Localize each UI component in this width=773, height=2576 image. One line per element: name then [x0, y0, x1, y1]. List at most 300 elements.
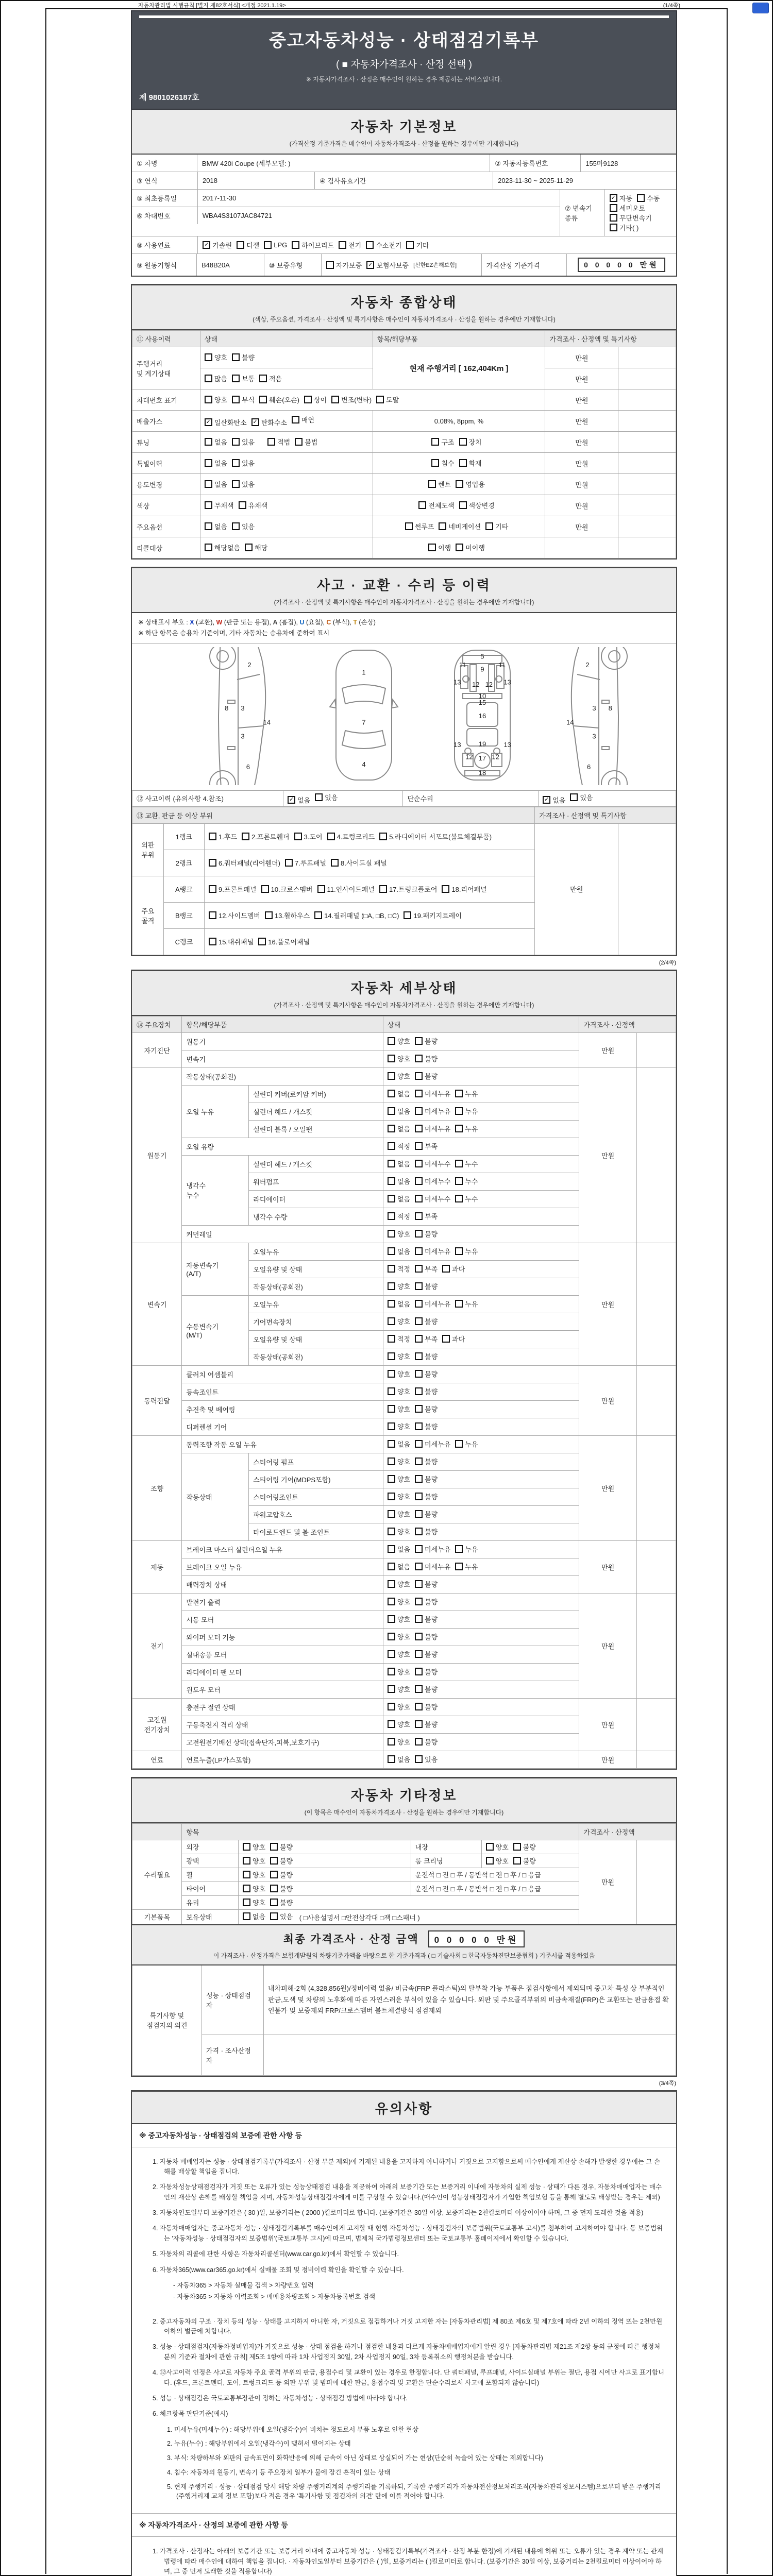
checkbox-box[interactable]: [388, 1037, 395, 1045]
checkbox-option[interactable]: [285, 858, 326, 868]
checkbox-option[interactable]: [388, 1176, 410, 1186]
checkbox-box[interactable]: [388, 1422, 395, 1430]
checkbox-box[interactable]: [415, 1650, 423, 1658]
checkbox-option[interactable]: [232, 458, 255, 468]
checkbox-option[interactable]: [415, 1544, 450, 1554]
checkbox-box[interactable]: [209, 911, 216, 919]
checkbox-option[interactable]: [261, 884, 313, 894]
checkbox-box[interactable]: [388, 1265, 395, 1273]
checkbox-box[interactable]: [459, 438, 467, 446]
checkbox-box[interactable]: [388, 1650, 395, 1658]
checkbox-option[interactable]: [388, 1684, 410, 1694]
checkbox-box[interactable]: [415, 1598, 423, 1605]
checkbox-option[interactable]: [205, 521, 227, 531]
checkbox-box[interactable]: [415, 1738, 423, 1745]
checkbox-option[interactable]: [294, 832, 323, 841]
checkbox-box[interactable]: [388, 1528, 395, 1535]
checkbox-box[interactable]: [610, 224, 617, 231]
checkbox-box[interactable]: [314, 911, 322, 919]
checkbox-option[interactable]: [232, 479, 255, 489]
checkbox-box[interactable]: [209, 938, 216, 945]
checkbox-box[interactable]: [317, 885, 325, 893]
checkbox-option[interactable]: [428, 479, 451, 489]
checkbox-box[interactable]: [459, 459, 467, 467]
checkbox-box[interactable]: [415, 1177, 423, 1185]
checkbox-box[interactable]: [415, 1055, 423, 1062]
checkbox-box[interactable]: [292, 416, 299, 423]
checkbox-box[interactable]: [404, 911, 411, 919]
blue-badge-icon[interactable]: [752, 3, 769, 13]
checkbox-box[interactable]: [415, 1685, 423, 1693]
checkbox-box[interactable]: [376, 396, 384, 403]
checkbox-option[interactable]: [415, 1316, 438, 1326]
checkbox-box[interactable]: [455, 1177, 463, 1185]
checkbox-box[interactable]: [232, 522, 240, 530]
checkbox-option[interactable]: [415, 1036, 438, 1046]
checkbox-box[interactable]: [455, 1563, 463, 1570]
checkbox-option[interactable]: [610, 213, 652, 223]
checkbox-option[interactable]: [209, 910, 260, 920]
checkbox-box[interactable]: [326, 261, 334, 269]
checkbox-box[interactable]: [388, 1598, 395, 1605]
checkbox-box[interactable]: [388, 1055, 395, 1062]
checkbox-box[interactable]: [388, 1720, 395, 1728]
checkbox-box[interactable]: [486, 1843, 494, 1851]
checkbox-option[interactable]: [388, 1054, 410, 1063]
checkbox-option[interactable]: [415, 1527, 438, 1536]
checkbox-box[interactable]: [243, 1871, 250, 1878]
checkbox-option[interactable]: [388, 1404, 410, 1414]
checkbox-option[interactable]: [415, 1404, 438, 1414]
checkbox-box[interactable]: [442, 1265, 450, 1273]
checkbox-option[interactable]: [388, 1544, 410, 1554]
checkbox-option[interactable]: [388, 1299, 410, 1309]
checkbox-box[interactable]: [270, 1843, 278, 1851]
checkbox-option[interactable]: [388, 1597, 410, 1606]
checkbox-option[interactable]: [485, 521, 508, 531]
checkbox-option[interactable]: [455, 1159, 478, 1168]
checkbox-box[interactable]: ✓: [610, 194, 617, 202]
checkbox-box[interactable]: [415, 1195, 423, 1202]
checkbox-option[interactable]: [205, 374, 227, 383]
checkbox-option[interactable]: [205, 543, 240, 552]
checkbox-box[interactable]: [455, 1125, 463, 1132]
checkbox-box[interactable]: [442, 885, 449, 893]
checkbox-box[interactable]: [415, 1475, 423, 1483]
checkbox-option[interactable]: [331, 858, 387, 868]
checkbox-option[interactable]: [388, 1106, 410, 1116]
checkbox-option[interactable]: [388, 1439, 410, 1449]
checkbox-box[interactable]: [459, 501, 467, 509]
checkbox-option[interactable]: [415, 1264, 438, 1274]
checkbox-option[interactable]: [388, 1089, 410, 1098]
checkbox-box[interactable]: [304, 396, 312, 403]
checkbox-box[interactable]: [415, 1282, 423, 1290]
checkbox-option[interactable]: [442, 1264, 465, 1274]
checkbox-box[interactable]: [456, 480, 463, 488]
checkbox-option[interactable]: [388, 1071, 410, 1081]
checkbox-box[interactable]: [205, 438, 212, 446]
checkbox-box[interactable]: [485, 522, 493, 530]
checkbox-box[interactable]: [415, 1037, 423, 1045]
checkbox-option[interactable]: [459, 458, 482, 468]
checkbox-option[interactable]: [205, 500, 234, 510]
checkbox-box[interactable]: [388, 1387, 395, 1395]
checkbox-option[interactable]: [243, 1856, 265, 1866]
checkbox-box[interactable]: [388, 1370, 395, 1378]
checkbox-box[interactable]: [388, 1458, 395, 1465]
checkbox-box[interactable]: [388, 1142, 395, 1150]
checkbox-option[interactable]: [388, 1334, 410, 1344]
checkbox-option[interactable]: [315, 792, 338, 802]
checkbox-box[interactable]: [415, 1563, 423, 1570]
checkbox-option[interactable]: [388, 1369, 410, 1379]
checkbox-option[interactable]: [415, 1719, 438, 1729]
checkbox-option[interactable]: [418, 500, 454, 510]
checkbox-box[interactable]: [388, 1247, 395, 1255]
checkbox-box[interactable]: [570, 793, 578, 801]
checkbox-option[interactable]: [388, 1316, 410, 1326]
checkbox-option[interactable]: [415, 1386, 438, 1396]
checkbox-box[interactable]: [455, 1545, 463, 1553]
checkbox-box[interactable]: [388, 1545, 395, 1553]
checkbox-option[interactable]: [388, 1386, 410, 1396]
checkbox-box[interactable]: [267, 438, 275, 446]
checkbox-option[interactable]: [203, 240, 232, 250]
checkbox-option[interactable]: [243, 1911, 265, 1921]
checkbox-option[interactable]: [428, 543, 451, 552]
checkbox-box[interactable]: [415, 1493, 423, 1500]
checkbox-box[interactable]: [442, 1335, 450, 1343]
checkbox-option[interactable]: [442, 884, 486, 894]
checkbox-option[interactable]: [415, 1159, 450, 1168]
checkbox-box[interactable]: [415, 1387, 423, 1395]
checkbox-box[interactable]: [388, 1125, 395, 1132]
checkbox-option[interactable]: [404, 910, 461, 920]
checkbox-option[interactable]: [232, 374, 255, 383]
checkbox-option[interactable]: [243, 1897, 265, 1907]
checkbox-box[interactable]: [415, 1528, 423, 1535]
checkbox-box[interactable]: [388, 1195, 395, 1202]
checkbox-option[interactable]: [415, 1684, 438, 1694]
checkbox-option[interactable]: [455, 1089, 478, 1098]
checkbox-option[interactable]: [415, 1071, 438, 1081]
checkbox-box[interactable]: [243, 1912, 250, 1920]
checkbox-option[interactable]: [415, 1632, 438, 1641]
checkbox-box[interactable]: [415, 1755, 423, 1763]
checkbox-option[interactable]: [415, 1194, 450, 1204]
checkbox-option[interactable]: [415, 1667, 438, 1676]
checkbox-box[interactable]: [415, 1458, 423, 1465]
checkbox-box[interactable]: [209, 885, 216, 893]
checkbox-option[interactable]: [486, 1856, 509, 1866]
checkbox-box[interactable]: [415, 1510, 423, 1518]
checkbox-option[interactable]: [388, 1124, 410, 1133]
checkbox-box[interactable]: [388, 1633, 395, 1640]
checkbox-box[interactable]: [388, 1177, 395, 1185]
checkbox-box[interactable]: [415, 1090, 423, 1097]
checkbox-box[interactable]: [513, 1857, 521, 1865]
checkbox-box[interactable]: [415, 1633, 423, 1640]
checkbox-box[interactable]: [415, 1405, 423, 1413]
checkbox-box[interactable]: [232, 438, 240, 446]
checkbox-option[interactable]: [251, 417, 287, 427]
checkbox-option[interactable]: [205, 395, 227, 404]
checkbox-box[interactable]: [415, 1160, 423, 1167]
checkbox-option[interactable]: [267, 437, 290, 447]
checkbox-option[interactable]: [331, 395, 372, 404]
checkbox-option[interactable]: [388, 1492, 410, 1501]
checkbox-option[interactable]: [415, 1054, 438, 1063]
checkbox-option[interactable]: [243, 1842, 265, 1852]
checkbox-option[interactable]: [455, 1299, 478, 1309]
checkbox-option[interactable]: [209, 858, 280, 868]
checkbox-box[interactable]: [388, 1755, 395, 1763]
checkbox-option[interactable]: [388, 1351, 410, 1361]
checkbox-option[interactable]: [388, 1649, 410, 1659]
checkbox-box[interactable]: [205, 480, 212, 488]
checkbox-option[interactable]: [610, 203, 645, 213]
checkbox-option[interactable]: [415, 1754, 438, 1764]
checkbox-option[interactable]: [270, 1856, 293, 1866]
checkbox-option[interactable]: [232, 352, 255, 362]
checkbox-option[interactable]: [455, 1562, 478, 1571]
checkbox-option[interactable]: [455, 1176, 478, 1186]
checkbox-box[interactable]: [388, 1405, 395, 1413]
checkbox-box[interactable]: [415, 1580, 423, 1588]
checkbox-box[interactable]: [232, 353, 240, 361]
checkbox-box[interactable]: [258, 938, 266, 945]
checkbox-option[interactable]: [388, 1614, 410, 1624]
checkbox-box[interactable]: [455, 1300, 463, 1308]
checkbox-option[interactable]: [388, 1421, 410, 1431]
checkbox-option[interactable]: [327, 832, 375, 841]
checkbox-box[interactable]: [415, 1720, 423, 1728]
checkbox-box[interactable]: [259, 375, 267, 382]
checkbox-box[interactable]: [388, 1107, 395, 1115]
checkbox-option[interactable]: [209, 884, 257, 894]
checkbox-box[interactable]: [242, 833, 249, 840]
checkbox-box[interactable]: [415, 1352, 423, 1360]
checkbox-box[interactable]: [270, 1871, 278, 1878]
checkbox-option[interactable]: [264, 241, 287, 249]
checkbox-option[interactable]: [455, 1544, 478, 1554]
checkbox-option[interactable]: [295, 437, 317, 447]
checkbox-option[interactable]: [570, 792, 593, 802]
checkbox-box[interactable]: [388, 1563, 395, 1570]
checkbox-box[interactable]: [431, 459, 439, 467]
checkbox-box[interactable]: [388, 1300, 395, 1308]
checkbox-box[interactable]: [259, 396, 267, 403]
checkbox-option[interactable]: [431, 458, 454, 468]
checkbox-option[interactable]: [543, 795, 565, 805]
checkbox-box[interactable]: ✓: [366, 261, 374, 269]
checkbox-box[interactable]: [415, 1212, 423, 1220]
checkbox-box[interactable]: [388, 1072, 395, 1080]
checkbox-option[interactable]: [415, 1334, 438, 1344]
checkbox-box[interactable]: [366, 241, 374, 249]
checkbox-option[interactable]: [379, 884, 437, 894]
checkbox-box[interactable]: [205, 544, 212, 551]
checkbox-box[interactable]: [295, 438, 303, 446]
checkbox-box[interactable]: [610, 214, 617, 222]
checkbox-option[interactable]: [270, 1911, 293, 1921]
checkbox-option[interactable]: [239, 500, 268, 510]
checkbox-box[interactable]: [415, 1545, 423, 1553]
checkbox-box[interactable]: [388, 1230, 395, 1238]
checkbox-option[interactable]: [388, 1281, 410, 1291]
checkbox-box[interactable]: [455, 1160, 463, 1167]
checkbox-box[interactable]: [388, 1317, 395, 1325]
checkbox-option[interactable]: [415, 1089, 450, 1098]
checkbox-option[interactable]: [388, 1229, 410, 1239]
checkbox-option[interactable]: [406, 240, 429, 250]
checkbox-option[interactable]: [388, 1667, 410, 1676]
checkbox-box[interactable]: [388, 1685, 395, 1693]
checkbox-box[interactable]: [415, 1247, 423, 1255]
checkbox-option[interactable]: [415, 1369, 438, 1379]
checkbox-option[interactable]: [270, 1870, 293, 1879]
checkbox-option[interactable]: [415, 1456, 438, 1466]
checkbox-option[interactable]: [326, 260, 362, 270]
checkbox-option[interactable]: [486, 1842, 509, 1852]
checkbox-option[interactable]: [388, 1194, 410, 1204]
checkbox-box[interactable]: [388, 1160, 395, 1167]
checkbox-box[interactable]: [243, 1857, 250, 1865]
checkbox-box[interactable]: [405, 522, 413, 530]
checkbox-option[interactable]: [205, 458, 227, 468]
checkbox-box[interactable]: [455, 1247, 463, 1255]
checkbox-box[interactable]: [415, 1072, 423, 1080]
checkbox-option[interactable]: [415, 1614, 438, 1624]
checkbox-option[interactable]: [637, 193, 660, 203]
checkbox-option[interactable]: [388, 1036, 410, 1046]
checkbox-box[interactable]: [513, 1843, 521, 1851]
checkbox-option[interactable]: [376, 395, 399, 404]
checkbox-box[interactable]: [232, 396, 240, 403]
checkbox-box[interactable]: [265, 911, 273, 919]
checkbox-option[interactable]: [415, 1562, 450, 1571]
checkbox-box[interactable]: [209, 859, 216, 867]
checkbox-option[interactable]: [317, 884, 375, 894]
checkbox-option[interactable]: [455, 1439, 478, 1449]
checkbox-option[interactable]: [388, 1456, 410, 1466]
checkbox-box[interactable]: [270, 1885, 278, 1892]
checkbox-option[interactable]: [388, 1562, 410, 1571]
checkbox-option[interactable]: [415, 1299, 450, 1309]
checkbox-option[interactable]: [415, 1737, 438, 1747]
checkbox-option[interactable]: [388, 1211, 410, 1221]
checkbox-box[interactable]: [331, 859, 339, 867]
checkbox-option[interactable]: [610, 193, 632, 203]
checkbox-option[interactable]: [388, 1632, 410, 1641]
checkbox-option[interactable]: [415, 1281, 438, 1291]
checkbox-option[interactable]: [415, 1211, 438, 1221]
checkbox-box[interactable]: [431, 438, 439, 446]
checkbox-box[interactable]: [292, 241, 299, 249]
checkbox-option[interactable]: [610, 223, 638, 232]
checkbox-box[interactable]: [388, 1615, 395, 1623]
checkbox-box[interactable]: [415, 1440, 423, 1448]
checkbox-option[interactable]: [388, 1264, 410, 1274]
checkbox-option[interactable]: [292, 240, 334, 250]
checkbox-option[interactable]: [304, 395, 327, 404]
checkbox-box[interactable]: [245, 544, 253, 551]
checkbox-box[interactable]: [243, 1843, 250, 1851]
checkbox-option[interactable]: [415, 1351, 438, 1361]
checkbox-box[interactable]: [331, 396, 339, 403]
checkbox-box[interactable]: [415, 1142, 423, 1150]
checkbox-option[interactable]: [415, 1106, 450, 1116]
checkbox-option[interactable]: [388, 1159, 410, 1168]
checkbox-option[interactable]: [442, 1334, 465, 1344]
checkbox-option[interactable]: [243, 1870, 265, 1879]
checkbox-option[interactable]: [415, 1246, 450, 1256]
checkbox-option[interactable]: [405, 521, 434, 531]
checkbox-box[interactable]: [388, 1212, 395, 1220]
checkbox-option[interactable]: [415, 1439, 450, 1449]
checkbox-option[interactable]: [415, 1124, 450, 1133]
checkbox-option[interactable]: [379, 832, 492, 841]
checkbox-box[interactable]: [232, 375, 240, 382]
checkbox-option[interactable]: [237, 240, 259, 250]
checkbox-box[interactable]: [243, 1885, 250, 1892]
checkbox-option[interactable]: [259, 374, 282, 383]
checkbox-option[interactable]: [388, 1754, 410, 1764]
checkbox-option[interactable]: [339, 240, 361, 250]
checkbox-option[interactable]: [415, 1229, 438, 1239]
checkbox-option[interactable]: [455, 1124, 478, 1133]
checkbox-box[interactable]: [261, 885, 269, 893]
checkbox-box[interactable]: ✓: [251, 418, 259, 426]
checkbox-option[interactable]: [459, 500, 495, 510]
checkbox-option[interactable]: [459, 437, 482, 447]
checkbox-option[interactable]: [205, 352, 227, 362]
checkbox-option[interactable]: [205, 479, 227, 489]
checkbox-box[interactable]: [610, 204, 617, 212]
checkbox-box[interactable]: [415, 1125, 423, 1132]
checkbox-box[interactable]: [637, 194, 645, 202]
checkbox-box[interactable]: [388, 1352, 395, 1360]
checkbox-option[interactable]: [265, 910, 310, 920]
checkbox-box[interactable]: [415, 1300, 423, 1308]
checkbox-box[interactable]: [406, 241, 414, 249]
checkbox-box[interactable]: [388, 1335, 395, 1343]
checkbox-box[interactable]: [270, 1857, 278, 1865]
checkbox-box[interactable]: [209, 833, 216, 840]
checkbox-box[interactable]: [428, 544, 436, 551]
checkbox-option[interactable]: [314, 910, 399, 920]
checkbox-option[interactable]: [209, 937, 254, 946]
checkbox-option[interactable]: [415, 1421, 438, 1431]
checkbox-box[interactable]: [294, 833, 302, 840]
checkbox-option[interactable]: [288, 795, 310, 805]
checkbox-box[interactable]: [418, 501, 426, 509]
checkbox-box[interactable]: [315, 793, 323, 801]
checkbox-box[interactable]: [415, 1230, 423, 1238]
checkbox-option[interactable]: [270, 1842, 293, 1852]
checkbox-option[interactable]: [513, 1842, 536, 1852]
checkbox-box[interactable]: [270, 1912, 278, 1920]
checkbox-box[interactable]: [237, 241, 244, 249]
checkbox-box[interactable]: [415, 1317, 423, 1325]
checkbox-box[interactable]: [270, 1899, 278, 1906]
checkbox-option[interactable]: [388, 1737, 410, 1747]
checkbox-box[interactable]: [486, 1857, 494, 1865]
checkbox-option[interactable]: [388, 1527, 410, 1536]
checkbox-option[interactable]: [388, 1509, 410, 1519]
checkbox-option[interactable]: [513, 1856, 536, 1866]
